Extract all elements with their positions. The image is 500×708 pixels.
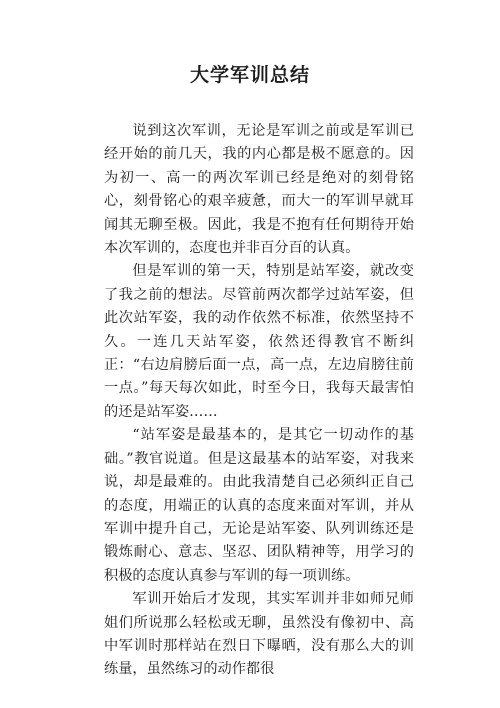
paragraph-1: 说到这次军训，无论是军训之前或是军训已经开始的前几天，我的内心都是极不愿意的。因为初一、高一的两次军训已经是绝对的刻骨铭心，刻骨铭心的艰辛疲惫，而大一的军训早就耳闻其无聊至极。因此，我是不抱有任何期待开始本次军训的，态度也并非百分百的认真。 [104, 123, 414, 257]
paragraph-2: 但是军训的第一天，特别是站军姿，就改变了我之前的想法。尽管前两次都学过站军姿，但此次站军姿，我的动作依然不标准，依然坚持不久。一连几天站军姿，依然还得教官不断纠正：“右边肩膀后面一点，高一点，左边肩膀往前一点。”每天每次如此，时至今日，我每天最害怕的还是站军姿…… [104, 263, 414, 420]
document-body [104, 120, 414, 682]
paragraph-3: “站军姿是最基本的，是其它一切动作的基础。”教官说道。但是这最基本的站军姿，对我来说，却是最难的。由此我清楚自己必须纠正自己的态度，用端正的认真的态度来面对军训，并从军训中提升自己，无论是站军姿、队列训练还是锻炼耐心、意志、坚忍、团队精神等，用学习的积极的态度认真参与军训的每一项训练。 [104, 427, 414, 584]
paragraph-4: 军训开始后才发现，其实军训并非如师兄师姐们所说那么轻松或无聊，虽然没有像初中、高中军训时那样站在烈日下曝晒，没有那么大的训练量，虽然练习的动作都很 [104, 591, 414, 678]
document-title: 大学军训总结 [189, 64, 310, 86]
